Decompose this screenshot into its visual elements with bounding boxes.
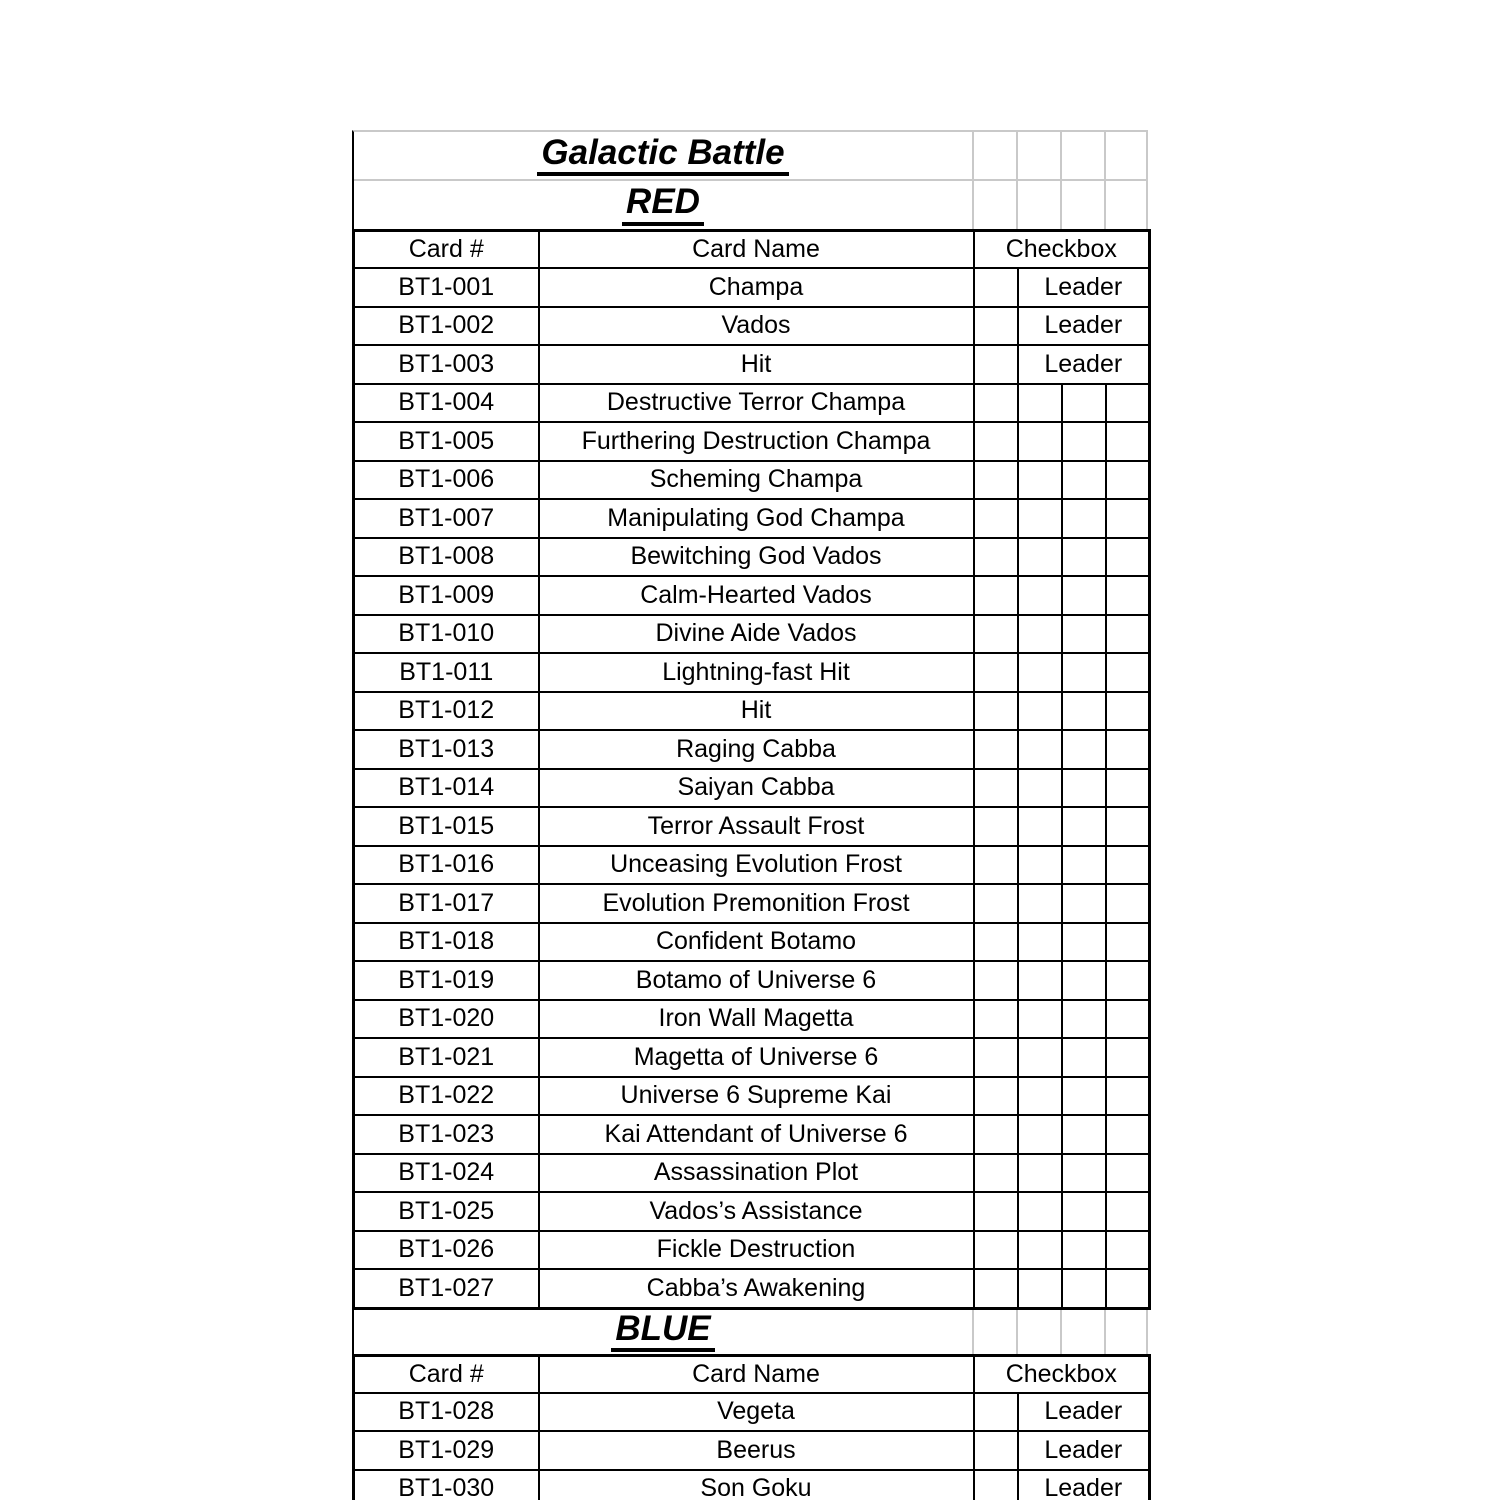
checkbox-cell [1106, 576, 1150, 615]
grid-cell [972, 181, 1016, 229]
card-number-cell: BT1-001 [354, 268, 539, 307]
card-row [354, 461, 1150, 500]
grid-cell [1104, 181, 1148, 229]
card-name-cell: Vados’s Assistance [539, 1192, 974, 1231]
checkbox-cell [974, 1154, 1018, 1193]
card-number-cell: BT1-028 [354, 1393, 539, 1432]
section-title-row [354, 1310, 1146, 1354]
card-number-cell: BT1-013 [354, 730, 539, 769]
grid-cell [1016, 1310, 1060, 1354]
checkbox-cell [1062, 884, 1106, 923]
card-row [354, 1470, 1150, 1500]
checkbox-cell [1106, 1231, 1150, 1270]
card-number-cell: BT1-023 [354, 1115, 539, 1154]
card-row [354, 923, 1150, 962]
checkbox-cell [1018, 615, 1062, 654]
card-row [354, 307, 1150, 346]
checkbox-cell [1062, 538, 1106, 577]
header-row [354, 1355, 1150, 1393]
page-title: Galactic Battle [537, 135, 788, 177]
checkbox-cell [1106, 846, 1150, 885]
column-header-card-name: Card Name [539, 231, 974, 269]
card-number-cell: BT1-016 [354, 846, 539, 885]
checkbox-cell [1062, 499, 1106, 538]
card-name-cell: Evolution Premonition Frost [539, 884, 974, 923]
checkbox-cell [1018, 384, 1062, 423]
checkbox-cell [1106, 730, 1150, 769]
grid-cell [1016, 132, 1060, 179]
checkbox-cell [974, 345, 1018, 384]
card-row [354, 692, 1150, 731]
checkbox-cell [1018, 807, 1062, 846]
card-number-cell: BT1-004 [354, 384, 539, 423]
card-name-cell: Divine Aide Vados [539, 615, 974, 654]
section-title-row [354, 181, 1146, 229]
leader-cell: Leader [1018, 307, 1150, 346]
checkbox-cell [974, 653, 1018, 692]
checkbox-cell [1018, 538, 1062, 577]
checkbox-cell [1062, 1231, 1106, 1270]
card-name-cell: Universe 6 Supreme Kai [539, 1077, 974, 1116]
checkbox-cell [974, 730, 1018, 769]
page-title-cell [354, 132, 972, 179]
card-row [354, 653, 1150, 692]
checkbox-cell [1062, 1038, 1106, 1077]
checkbox-cell [1062, 923, 1106, 962]
card-row [354, 884, 1150, 923]
checkbox-cell [1062, 692, 1106, 731]
card-checklist-sheet [352, 130, 1148, 1500]
title-block [352, 130, 1148, 229]
checkbox-cell [1018, 1231, 1062, 1270]
card-number-cell: BT1-007 [354, 499, 539, 538]
checkbox-cell [1018, 923, 1062, 962]
checkbox-cell [1062, 384, 1106, 423]
card-number-cell: BT1-030 [354, 1470, 539, 1500]
card-name-cell: Unceasing Evolution Frost [539, 846, 974, 885]
checkbox-cell [1106, 1000, 1150, 1039]
blue-section-table [352, 1354, 1151, 1500]
card-name-cell: Beerus [539, 1431, 974, 1470]
checkbox-cell [1018, 1192, 1062, 1231]
section-title-cell [354, 181, 972, 229]
checkbox-cell [974, 1470, 1018, 1500]
section-title-cell [354, 1310, 972, 1354]
checkbox-cell [974, 538, 1018, 577]
checkbox-cell [974, 576, 1018, 615]
checkbox-cell [974, 307, 1018, 346]
card-row [354, 807, 1150, 846]
card-name-cell: Fickle Destruction [539, 1231, 974, 1270]
card-name-cell: Destructive Terror Champa [539, 384, 974, 423]
header-row [354, 231, 1150, 269]
card-number-cell: BT1-022 [354, 1077, 539, 1116]
card-number-cell: BT1-002 [354, 307, 539, 346]
card-number-cell: BT1-010 [354, 615, 539, 654]
grid-cell [1016, 181, 1060, 229]
checkbox-cell [1018, 1115, 1062, 1154]
card-number-cell: BT1-025 [354, 1192, 539, 1231]
column-header-card-name: Card Name [539, 1355, 974, 1393]
checkbox-cell [1106, 499, 1150, 538]
checkbox-cell [974, 268, 1018, 307]
card-name-cell: Terror Assault Frost [539, 807, 974, 846]
grid-cell [1060, 132, 1104, 179]
checkbox-cell [974, 961, 1018, 1000]
checkbox-cell [1106, 961, 1150, 1000]
card-row [354, 1192, 1150, 1231]
checkbox-cell [974, 1115, 1018, 1154]
checkbox-cell [1106, 653, 1150, 692]
checkbox-cell [1106, 1154, 1150, 1193]
checkbox-cell [1018, 1077, 1062, 1116]
checkbox-cell [1018, 692, 1062, 731]
card-row [354, 846, 1150, 885]
card-number-cell: BT1-009 [354, 576, 539, 615]
checkbox-cell [1106, 615, 1150, 654]
card-number-cell: BT1-003 [354, 345, 539, 384]
grid-cell [1104, 1310, 1148, 1354]
checkbox-cell [1106, 1192, 1150, 1231]
column-header-checkbox: Checkbox [974, 231, 1150, 269]
checkbox-cell [974, 692, 1018, 731]
checkbox-cell [1062, 769, 1106, 808]
card-row [354, 1115, 1150, 1154]
checkbox-cell [974, 615, 1018, 654]
card-number-cell: BT1-006 [354, 461, 539, 500]
checkbox-cell [1018, 1154, 1062, 1193]
checkbox-cell [1106, 1038, 1150, 1077]
checkbox-cell [1018, 846, 1062, 885]
checkbox-cell [1062, 1269, 1106, 1308]
red-section-table [352, 229, 1151, 1310]
checkbox-cell [1062, 1115, 1106, 1154]
checkbox-cell [1106, 807, 1150, 846]
checkbox-cell [974, 769, 1018, 808]
checkbox-cell [974, 1077, 1018, 1116]
checkbox-cell [1062, 730, 1106, 769]
card-name-cell: Confident Botamo [539, 923, 974, 962]
column-header-checkbox: Checkbox [974, 1355, 1150, 1393]
checkbox-cell [1106, 923, 1150, 962]
card-name-cell: Champa [539, 268, 974, 307]
card-name-cell: Assassination Plot [539, 1154, 974, 1193]
card-name-cell: Iron Wall Magetta [539, 1000, 974, 1039]
card-row [354, 769, 1150, 808]
checkbox-cell [974, 1393, 1018, 1432]
checkbox-cell [974, 499, 1018, 538]
card-name-cell: Furthering Destruction Champa [539, 422, 974, 461]
checkbox-cell [1018, 1038, 1062, 1077]
card-row [354, 1154, 1150, 1193]
checkbox-cell [1018, 461, 1062, 500]
checkbox-cell [1018, 961, 1062, 1000]
checkbox-cell [1106, 769, 1150, 808]
checkbox-cell [1106, 1077, 1150, 1116]
checkbox-cell [974, 1231, 1018, 1270]
checkbox-cell [1062, 422, 1106, 461]
checkbox-cell [1062, 1077, 1106, 1116]
card-number-cell: BT1-012 [354, 692, 539, 731]
checkbox-cell [974, 461, 1018, 500]
checkbox-cell [974, 1000, 1018, 1039]
card-number-cell: BT1-005 [354, 422, 539, 461]
checkbox-cell [1106, 692, 1150, 731]
card-row [354, 1000, 1150, 1039]
card-name-cell: Vegeta [539, 1393, 974, 1432]
checkbox-cell [1062, 1000, 1106, 1039]
card-row [354, 268, 1150, 307]
card-number-cell: BT1-014 [354, 769, 539, 808]
section-title-blue: BLUE [611, 1311, 714, 1353]
grid-cell [972, 1310, 1016, 1354]
card-row [354, 615, 1150, 654]
grid-cell [1104, 132, 1148, 179]
checkbox-cell [1106, 1269, 1150, 1308]
card-name-cell: Lightning-fast Hit [539, 653, 974, 692]
card-number-cell: BT1-020 [354, 1000, 539, 1039]
grid-cell [1060, 1310, 1104, 1354]
card-row [354, 730, 1150, 769]
checkbox-cell [1106, 461, 1150, 500]
card-row [354, 345, 1150, 384]
checkbox-cell [1062, 1192, 1106, 1231]
checkbox-cell [974, 1192, 1018, 1231]
card-row [354, 1269, 1150, 1308]
section-title-red: RED [622, 184, 704, 226]
card-name-cell: Son Goku [539, 1470, 974, 1500]
title-block-blue [352, 1310, 1148, 1354]
card-row [354, 538, 1150, 577]
checkbox-cell [1018, 576, 1062, 615]
card-name-cell: Kai Attendant of Universe 6 [539, 1115, 974, 1154]
card-number-cell: BT1-008 [354, 538, 539, 577]
card-row [354, 1393, 1150, 1432]
card-number-cell: BT1-021 [354, 1038, 539, 1077]
checkbox-cell [974, 422, 1018, 461]
grid-cell [1060, 181, 1104, 229]
card-number-cell: BT1-029 [354, 1431, 539, 1470]
card-name-cell: Saiyan Cabba [539, 769, 974, 808]
leader-cell: Leader [1018, 345, 1150, 384]
checkbox-cell [1106, 1115, 1150, 1154]
card-name-cell: Manipulating God Champa [539, 499, 974, 538]
column-header-card-number: Card # [354, 231, 539, 269]
checkbox-cell [974, 384, 1018, 423]
checkbox-cell [1062, 653, 1106, 692]
column-header-card-number: Card # [354, 1355, 539, 1393]
card-name-cell: Bewitching God Vados [539, 538, 974, 577]
card-name-cell: Calm-Hearted Vados [539, 576, 974, 615]
checkbox-cell [1106, 384, 1150, 423]
card-name-cell: Hit [539, 345, 974, 384]
card-row [354, 1038, 1150, 1077]
checkbox-cell [1106, 422, 1150, 461]
checkbox-cell [974, 1269, 1018, 1308]
checkbox-cell [1018, 499, 1062, 538]
checkbox-cell [1062, 807, 1106, 846]
card-name-cell: Scheming Champa [539, 461, 974, 500]
checkbox-cell [1018, 884, 1062, 923]
card-number-cell: BT1-015 [354, 807, 539, 846]
card-row [354, 576, 1150, 615]
leader-cell: Leader [1018, 1431, 1150, 1470]
card-name-cell: Cabba’s Awakening [539, 1269, 974, 1308]
card-name-cell: Vados [539, 307, 974, 346]
checkbox-cell [1106, 538, 1150, 577]
checkbox-cell [1018, 422, 1062, 461]
checkbox-cell [1062, 576, 1106, 615]
checkbox-cell [974, 807, 1018, 846]
checkbox-cell [1062, 961, 1106, 1000]
card-name-cell: Hit [539, 692, 974, 731]
card-name-cell: Magetta of Universe 6 [539, 1038, 974, 1077]
checkbox-cell [974, 884, 1018, 923]
checkbox-cell [974, 846, 1018, 885]
leader-cell: Leader [1018, 268, 1150, 307]
card-number-cell: BT1-011 [354, 653, 539, 692]
checkbox-cell [1062, 615, 1106, 654]
checkbox-cell [974, 1038, 1018, 1077]
title-row [354, 132, 1146, 181]
leader-cell: Leader [1018, 1393, 1150, 1432]
card-name-cell: Raging Cabba [539, 730, 974, 769]
grid-cell [972, 132, 1016, 179]
checkbox-cell [1106, 884, 1150, 923]
card-number-cell: BT1-018 [354, 923, 539, 962]
card-row [354, 961, 1150, 1000]
checkbox-cell [974, 923, 1018, 962]
checkbox-cell [974, 1431, 1018, 1470]
card-number-cell: BT1-019 [354, 961, 539, 1000]
card-row [354, 422, 1150, 461]
checkbox-cell [1018, 1000, 1062, 1039]
checkbox-cell [1062, 846, 1106, 885]
card-row [354, 384, 1150, 423]
card-number-cell: BT1-027 [354, 1269, 539, 1308]
leader-cell: Leader [1018, 1470, 1150, 1500]
card-row [354, 1431, 1150, 1470]
card-row [354, 1077, 1150, 1116]
checkbox-cell [1018, 1269, 1062, 1308]
checkbox-cell [1018, 730, 1062, 769]
card-number-cell: BT1-026 [354, 1231, 539, 1270]
checkbox-cell [1018, 769, 1062, 808]
card-number-cell: BT1-024 [354, 1154, 539, 1193]
card-row [354, 1231, 1150, 1270]
checkbox-cell [1018, 653, 1062, 692]
checkbox-cell [1062, 461, 1106, 500]
checkbox-cell [1062, 1154, 1106, 1193]
card-row [354, 499, 1150, 538]
card-number-cell: BT1-017 [354, 884, 539, 923]
card-name-cell: Botamo of Universe 6 [539, 961, 974, 1000]
